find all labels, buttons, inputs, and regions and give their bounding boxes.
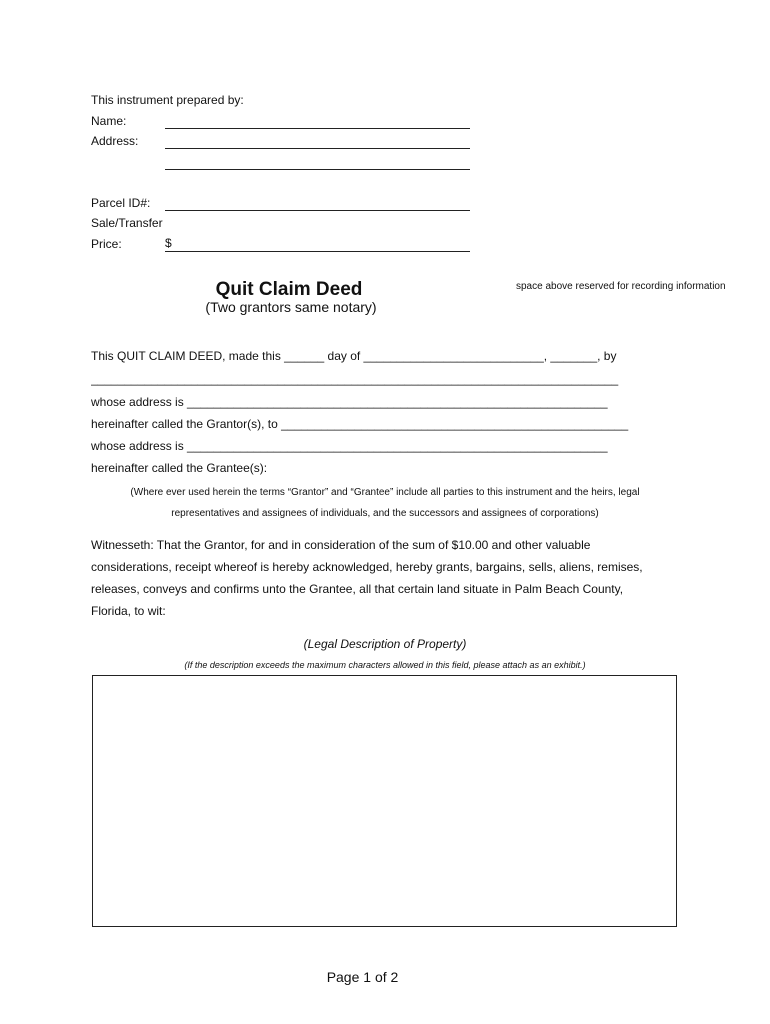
- parcel-id-label: Parcel ID#:: [91, 196, 151, 210]
- grantor-address-line[interactable]: whose address is _______________________________________________________________: [91, 395, 608, 409]
- page-number: Page 1 of 2: [326, 969, 399, 985]
- grantee-address-line[interactable]: whose address is _______________________________________________________________: [91, 439, 608, 453]
- name-field-line[interactable]: [165, 128, 470, 129]
- price-currency-symbol: $: [165, 236, 172, 250]
- definition-text-line-1: (Where ever used herein the terms “Grantor” and “Grantee” include all parties to this instrument and the heirs, legal: [130, 487, 640, 498]
- recording-info-note: space above reserved for recording information: [516, 281, 726, 292]
- witnesseth-line-1: Witnesseth: That the Grantor, for and in consideration of the sum of $10.00 and other valuable: [91, 538, 591, 552]
- witnesseth-line-3: releases, conveys and confirms unto the Grantee, all that certain land situate in Palm Beach County,: [91, 582, 624, 596]
- legal-description-field[interactable]: [92, 675, 677, 927]
- grantee-caption: hereinafter called the Grantee(s):: [91, 461, 268, 475]
- parcel-id-field-line[interactable]: [165, 210, 470, 211]
- price-label: Price:: [91, 237, 122, 251]
- document-subtitle: (Two grantors same notary): [205, 299, 377, 315]
- address-field-line-1[interactable]: [165, 148, 470, 149]
- witnesseth-line-2: considerations, receipt whereof is hereby acknowledged, hereby grants, bargains, sells, aliens, remises,: [91, 560, 643, 574]
- grantor-name-line[interactable]: _______________________________________________________________________________: [91, 372, 619, 386]
- price-field-line[interactable]: [165, 251, 470, 252]
- legal-description-value: [93, 676, 676, 688]
- address-field-line-2[interactable]: [165, 169, 470, 170]
- grantee-name-line[interactable]: hereinafter called the Grantor(s), to ____________________________________________________: [91, 417, 629, 431]
- legal-description-heading: (Legal Description of Property): [303, 637, 467, 651]
- definition-text-line-2: representatives and assignees of individuals, and the successors and assignees of corporations): [171, 508, 599, 519]
- name-label: Name:: [91, 114, 127, 128]
- address-label: Address:: [91, 134, 139, 148]
- witnesseth-line-4: Florida, to wit:: [91, 604, 166, 618]
- sale-transfer-label: Sale/Transfer: [91, 216, 163, 230]
- document-title: Quit Claim Deed: [215, 279, 363, 300]
- prepared-by-heading: This instrument prepared by:: [91, 93, 244, 107]
- legal-description-note: (If the description exceeds the maximum characters allowed in this field, please attach as an exhibit.): [184, 660, 586, 670]
- deed-date-line[interactable]: This QUIT CLAIM DEED, made this ______ day of ___________________________, _______, by: [91, 349, 617, 363]
